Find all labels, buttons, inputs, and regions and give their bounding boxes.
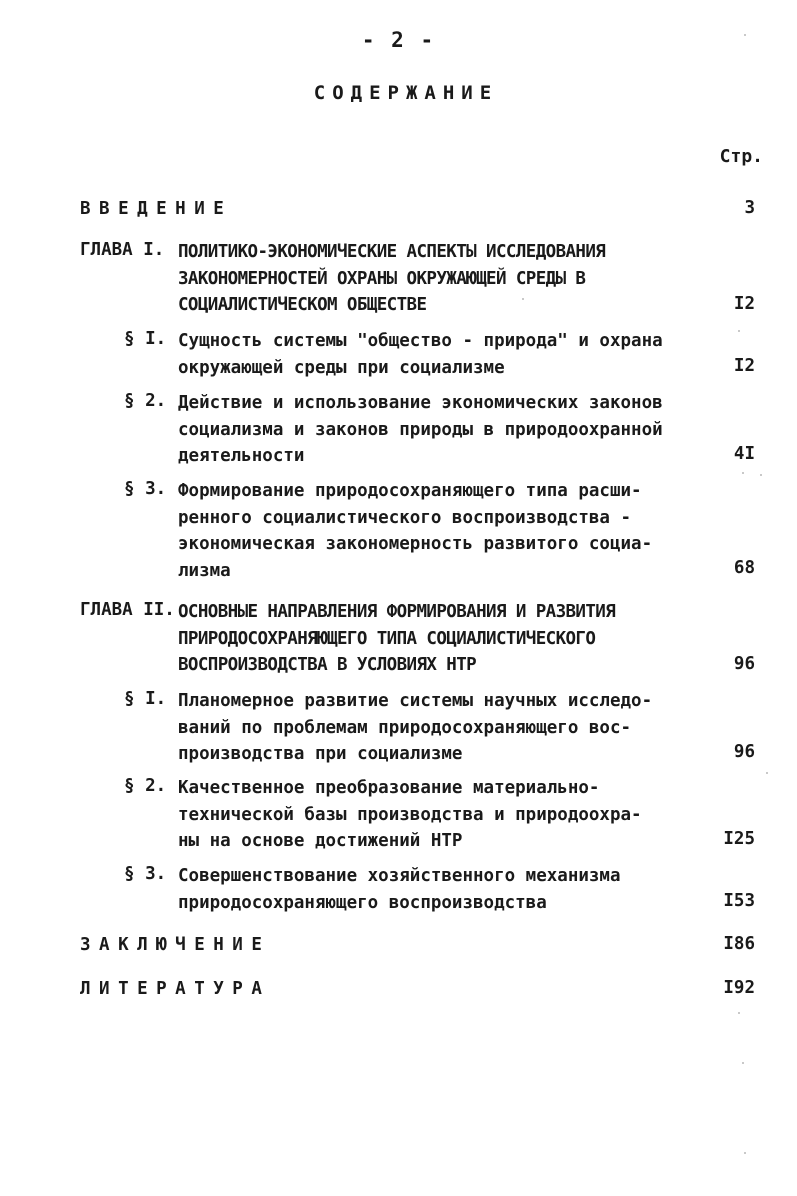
toc-literature-label: ЛИТЕРАТУРА [80,979,271,999]
toc-section-title [178,328,663,381]
scan-speck [742,1062,744,1064]
toc-section-page: 68 [733,558,755,578]
toc-chapter2-line: ВОСПРОИЗВОДСТВА В УСЛОВИЯХ НТР [178,655,477,675]
toc-introduction-label: ВВЕДЕНИЕ [80,199,233,219]
toc-section-title [178,390,663,470]
toc-section-line: Формирование природосохраняющего типа расши- [178,481,642,501]
page-title: СОДЕРЖАНИЕ [313,82,499,104]
scan-speck [744,34,746,36]
scan-speck [522,298,524,300]
toc-section-line: Качественное преобразование материально- [178,778,600,798]
toc-section-line: лизма [178,560,231,581]
toc-chapter2-label: ГЛАВА II. [80,600,175,620]
toc-section-line: ны на основе достижений НТР [178,831,463,851]
toc-section-label: § 3. [124,479,167,499]
toc-section-title [178,688,652,768]
scan-speck [738,330,740,332]
toc-section-page: 96 [733,742,755,762]
toc-section-label: § I. [124,329,167,349]
toc-section-line: Действие и использование экономических законов [178,393,663,413]
toc-section-title [178,478,652,584]
toc-section-line: природосохраняющего воспроизводства [178,892,547,913]
scan-speck [744,1152,746,1154]
toc-chapter1-line: ПОЛИТИКО-ЭКОНОМИЧЕСКИЕ АСПЕКТЫ ИССЛЕДОВАНИЯ [178,242,606,262]
toc-section-line: Планомерное развитие системы научных исследо- [178,691,653,711]
scan-speck [738,1012,740,1014]
toc-chapter2-page: 96 [733,654,755,674]
toc-conclusion-page: I86 [723,934,755,954]
toc-section-line: окружающей среды при социализме [178,357,505,378]
toc-section-title [178,775,642,855]
toc-section-line: ваний по проблемам природосохраняющего вос- [178,717,632,738]
toc-introduction-page: 3 [744,198,755,218]
toc-section-line: деятельности [178,446,305,466]
toc-section-line: Совершенствование хозяйственного механизма [178,866,621,886]
page-number: - 2 - [361,28,436,52]
toc-chapter2-line: ПРИРОДОСОХРАНЯЮЩЕГО ТИПА СОЦИАЛИСТИЧЕСКОГО [178,628,596,649]
toc-chapter2-line: ОСНОВНЫЕ НАПРАВЛЕНИЯ ФОРМИРОВАНИЯ И РАЗВИТИЯ [178,602,616,622]
page-column-label: Стр. [719,146,763,167]
toc-section-line: производства при социализме [178,744,463,764]
scan-speck [760,474,762,476]
toc-section-line: социализма и законов природы в природоохранной [178,419,663,440]
toc-section-page: I53 [723,891,755,911]
toc-section-label: § I. [124,689,167,709]
toc-conclusion-label: ЗАКЛЮЧЕНИЕ [80,935,271,955]
toc-chapter1-line: СОЦИАЛИСТИЧЕСКОМ ОБЩЕСТВЕ [178,295,427,315]
toc-section-page: I25 [723,829,755,849]
toc-chapter1-page: I2 [733,294,755,314]
toc-section-line: экономическая закономерность развитого социа- [178,534,653,554]
toc-section-line: Сущность системы "общество - природа" и охрана [178,331,663,351]
toc-literature-page: I92 [723,978,755,998]
toc-section-label: § 2. [124,776,167,796]
toc-chapter1-label: ГЛАВА I. [80,240,165,260]
toc-section-label: § 3. [124,864,167,884]
toc-chapter1-title [178,239,605,319]
toc-section-page: I2 [733,356,755,376]
scan-speck [742,472,744,474]
toc-section-line: технической базы производства и природоохра- [178,804,642,825]
toc-chapter2-title [178,599,615,679]
toc-section-line: ренного социалистического воспроизводства - [178,507,632,528]
toc-section-title [178,863,621,916]
toc-section-label: § 2. [124,391,167,411]
toc-chapter1-line: ЗАКОНОМЕРНОСТЕЙ ОХРАНЫ ОКРУЖАЮЩЕЙ СРЕДЫ В [178,268,586,289]
toc-section-page: 4I [733,444,755,464]
scan-speck [766,772,768,774]
